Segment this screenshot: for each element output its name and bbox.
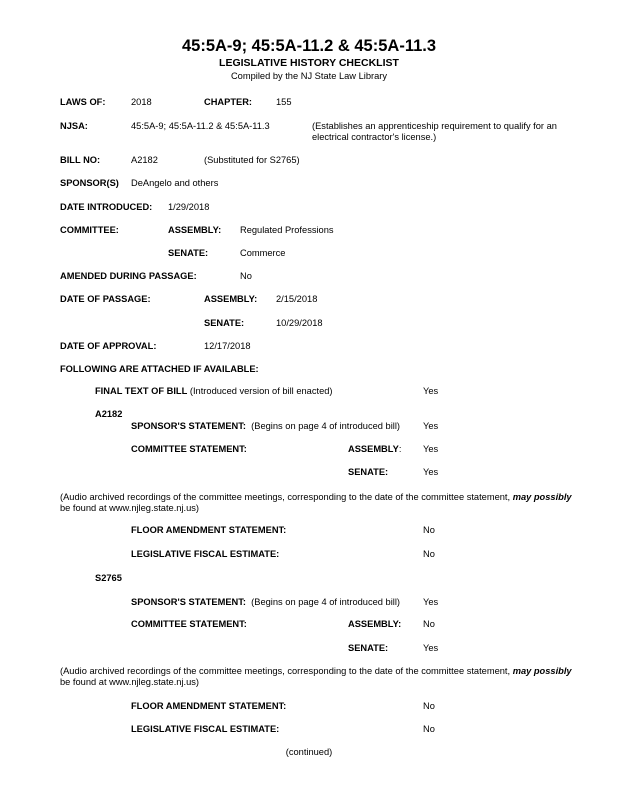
audio-note-emphasis: may possibly: [512, 666, 572, 676]
fiscal-estimate-label: LEGISLATIVE FISCAL ESTIMATE:: [131, 724, 280, 734]
audio-note-emphasis: may possibly: [512, 492, 572, 502]
floor-amendment-value: No: [423, 701, 435, 711]
cs-senate-value: Yes: [423, 643, 439, 653]
cs-assembly-value: No: [423, 619, 435, 629]
laws-of-label: LAWS OF:: [60, 97, 106, 107]
floor-amendment-label: FLOOR AMENDMENT STATEMENT:: [131, 701, 287, 711]
audio-note-text: (Audio archived recordings of the committee meetings, corresponding to the date of the committee statement,: [60, 492, 513, 502]
sponsor-statement-row: [131, 597, 400, 608]
sponsors-value: DeAngelo and others: [131, 178, 219, 188]
amended-label: AMENDED DURING PASSAGE:: [60, 271, 197, 281]
chapter-value: 155: [276, 97, 292, 107]
committee-label: COMMITTEE:: [60, 225, 119, 235]
floor-amendment-value: No: [423, 525, 435, 535]
fiscal-estimate-value: No: [423, 724, 435, 734]
sponsor-statement-note: (Begins on page 4 of introduced bill): [251, 421, 401, 431]
cs-senate-label: SENATE:: [348, 467, 389, 477]
final-text-value: Yes: [423, 386, 439, 396]
date-of-approval-value: 12/17/2018: [204, 341, 251, 351]
date-of-passage-label: DATE OF PASSAGE:: [60, 294, 151, 304]
laws-of-value: 2018: [131, 97, 152, 107]
committee-senate-value: Commerce: [240, 248, 286, 258]
final-text-note: (Introduced version of bill enacted): [189, 386, 333, 396]
sponsor-statement-row: [131, 421, 400, 432]
passage-senate-value: 10/29/2018: [276, 318, 323, 328]
bill-no-value: A2182: [131, 155, 158, 165]
committee-senate-label: SENATE:: [168, 248, 209, 258]
attached-heading: FOLLOWING ARE ATTACHED IF AVAILABLE:: [60, 364, 259, 374]
njsa-description-line2: electrical contractor's license.): [312, 132, 437, 142]
committee-assembly-value: Regulated Professions: [240, 225, 334, 235]
cs-assembly-value: Yes: [423, 444, 439, 454]
document-title: 45:5A-9; 45:5A-11.2 & 45:5A-11.3: [181, 37, 437, 55]
sponsor-statement-value: Yes: [423, 597, 439, 607]
compiled-by: Compiled by the NJ State Law Library: [230, 71, 388, 81]
fiscal-estimate-value: No: [423, 549, 435, 559]
sponsor-statement-label: SPONSOR'S STATEMENT:: [131, 421, 246, 431]
date-of-approval-label: DATE OF APPROVAL:: [60, 341, 157, 351]
sponsors-label: SPONSOR(S): [60, 178, 119, 188]
chapter-label: CHAPTER:: [204, 97, 253, 107]
njsa-value: 45:5A-9; 45:5A-11.2 & 45:5A-11.3: [131, 121, 270, 131]
cs-assembly-label: ASSEMBLY:: [348, 619, 402, 629]
bill-number: A2182: [95, 409, 123, 419]
passage-assembly-value: 2/15/2018: [276, 294, 318, 304]
committee-statement-assembly: ASSEMBLY:: [348, 444, 402, 454]
sponsor-statement-value: Yes: [423, 421, 439, 431]
final-text-row: [95, 386, 333, 397]
committee-assembly-label: ASSEMBLY:: [168, 225, 222, 235]
audio-note: [60, 492, 572, 503]
fiscal-estimate-label: LEGISLATIVE FISCAL ESTIMATE:: [131, 549, 280, 559]
amended-value: No: [240, 271, 252, 281]
passage-senate-label: SENATE:: [204, 318, 245, 328]
njsa-label: NJSA:: [60, 121, 88, 131]
bill-number: S2765: [95, 573, 122, 583]
cs-senate-value: Yes: [423, 467, 439, 477]
floor-amendment-label: FLOOR AMENDMENT STATEMENT:: [131, 525, 287, 535]
audio-note-line2: be found at www.njleg.state.nj.us): [60, 677, 200, 687]
document-subtitle: LEGISLATIVE HISTORY CHECKLIST: [219, 57, 399, 69]
final-text-label: FINAL TEXT OF BILL: [95, 386, 188, 396]
committee-statement-label: COMMITTEE STATEMENT:: [131, 444, 247, 454]
continued-note: (continued): [285, 747, 333, 757]
audio-note: [60, 666, 572, 677]
sponsor-statement-label: SPONSOR'S STATEMENT:: [131, 597, 246, 607]
cs-senate-label: SENATE:: [348, 643, 389, 653]
bill-no-label: BILL NO:: [60, 155, 101, 165]
passage-assembly-label: ASSEMBLY:: [204, 294, 258, 304]
njsa-description-line1: (Establishes an apprenticeship requirement to qualify for an: [312, 121, 557, 131]
committee-statement-label: COMMITTEE STATEMENT:: [131, 619, 247, 629]
audio-note-line2: be found at www.njleg.state.nj.us): [60, 503, 200, 513]
date-introduced-value: 1/29/2018: [168, 202, 210, 212]
bill-no-note: (Substituted for S2765): [204, 155, 300, 165]
cs-assembly-label: ASSEMBLY: [348, 444, 399, 454]
audio-note-text: (Audio archived recordings of the committee meetings, corresponding to the date of the committee statement,: [60, 666, 513, 676]
sponsor-statement-note: (Begins on page 4 of introduced bill): [251, 597, 401, 607]
date-introduced-label: DATE INTRODUCED:: [60, 202, 153, 212]
